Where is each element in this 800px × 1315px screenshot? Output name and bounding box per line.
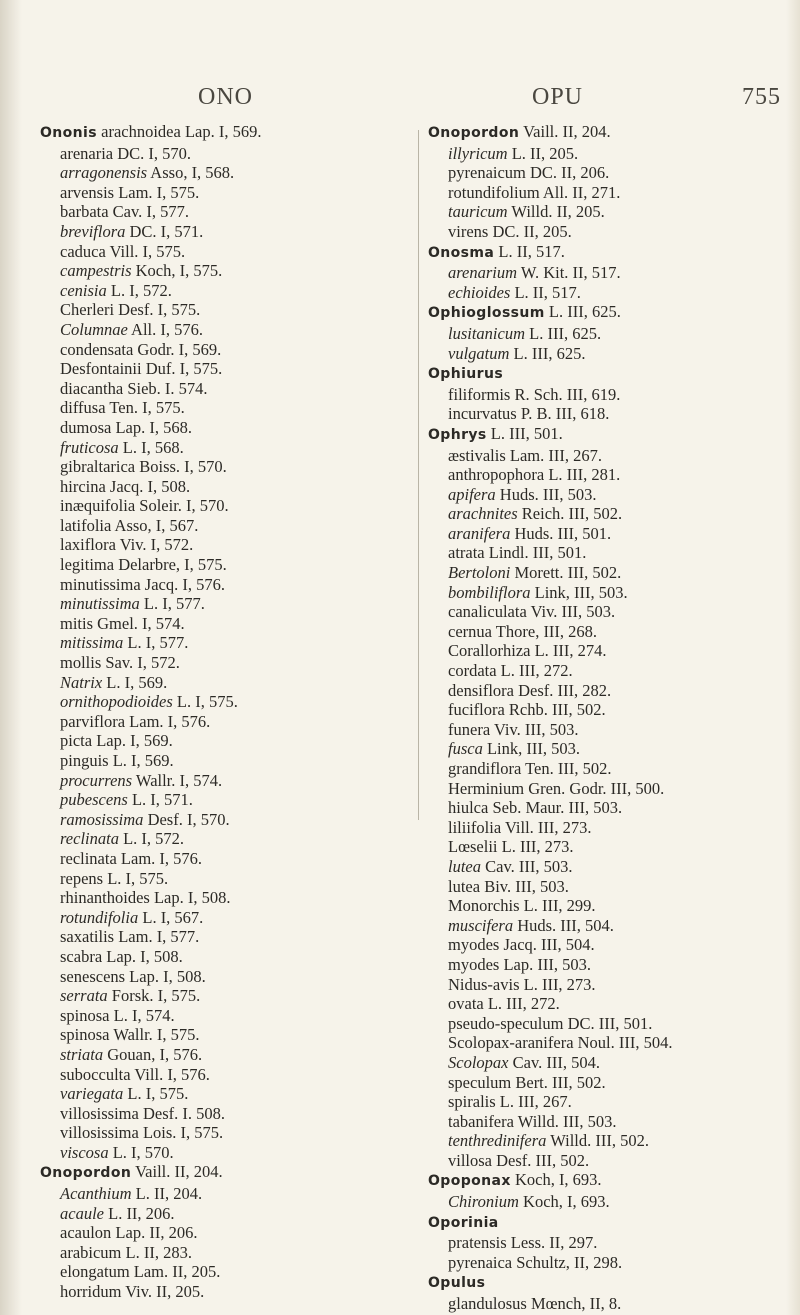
- species-name: Lœselii L. III, 273.: [448, 837, 574, 857]
- species-name: diffusa Ten. I, 575.: [60, 398, 185, 418]
- species-entry: [428, 202, 788, 222]
- species-name: viscosa: [60, 1142, 109, 1162]
- species-name: funera Viv. III, 503.: [448, 719, 579, 739]
- species-reference: Cav. III, 503.: [481, 856, 573, 876]
- species-entry: [428, 183, 788, 203]
- genus-entry: [428, 1272, 788, 1294]
- species-name: pyrenaica Schultz, II, 298.: [448, 1252, 623, 1272]
- genus-reference: Vaill. II, 204.: [519, 122, 611, 141]
- species-name: rotundifolia: [60, 907, 139, 927]
- species-name: minutissima Jacq. I, 576.: [60, 574, 225, 594]
- species-reference: L. I, 569.: [102, 672, 168, 692]
- species-name: speculum Bert. III, 502.: [448, 1072, 606, 1092]
- species-entry: [428, 563, 788, 583]
- genus-reference: L. II, 517.: [494, 241, 565, 261]
- species-entry: [40, 1262, 400, 1282]
- genus-entry: [40, 1162, 400, 1184]
- species-name: Columnae: [60, 319, 128, 339]
- species-reference: L. II, 517.: [510, 282, 581, 302]
- species-entry: [40, 947, 400, 967]
- species-entry: [40, 771, 400, 791]
- species-entry: [40, 1204, 400, 1224]
- species-entry: [428, 1014, 788, 1034]
- species-name: Natrix: [60, 672, 103, 692]
- species-reference: All. I, 576.: [127, 319, 204, 339]
- species-name: mitis Gmel. I, 574.: [60, 613, 185, 633]
- genus-entry: [428, 1212, 788, 1234]
- species-entry: [428, 1253, 788, 1273]
- species-name: rotundifolium All. II, 271.: [448, 182, 621, 202]
- species-entry: [428, 641, 788, 661]
- species-entry: [428, 163, 788, 183]
- species-entry: [428, 622, 788, 642]
- species-entry: [428, 1112, 788, 1132]
- genus-entry: [428, 1170, 788, 1192]
- species-name: Scolopax: [448, 1052, 509, 1072]
- species-entry: [428, 759, 788, 779]
- species-name: lutea: [448, 856, 481, 876]
- species-name: grandiflora Ten. III, 502.: [448, 759, 612, 778]
- species-name: ramosissima: [60, 809, 144, 829]
- species-name: Desfontainii Duf. I, 575.: [60, 359, 223, 379]
- species-name: latifolia Asso, I, 567.: [60, 515, 199, 535]
- species-reference: L. I, 570.: [108, 1142, 174, 1162]
- species-reference: Koch, I, 575.: [131, 261, 223, 281]
- species-name: gibraltarica Boiss. I, 570.: [60, 457, 227, 477]
- genus-name: Ophrys: [428, 426, 487, 443]
- species-name: acaule: [60, 1203, 104, 1223]
- species-reference: Morett. III, 502.: [510, 563, 622, 583]
- species-entry: [40, 516, 400, 536]
- species-entry: [428, 404, 788, 424]
- species-name: filiformis R. Sch. III, 619.: [448, 384, 621, 404]
- species-reference: L. II, 205.: [507, 143, 579, 163]
- species-entry: [40, 692, 400, 712]
- species-name: rhinanthoides Lap. I, 508.: [60, 888, 231, 908]
- species-reference: L. II, 204.: [131, 1184, 203, 1204]
- species-name: fuciflora Rchb. III, 502.: [448, 700, 606, 720]
- species-entry: [40, 202, 400, 222]
- species-name: hircina Jacq. I, 508.: [60, 476, 191, 496]
- species-name: arachnites: [448, 504, 518, 524]
- species-reference: Link, III, 503.: [482, 739, 580, 759]
- species-name: arabicum L. II, 283.: [60, 1242, 192, 1262]
- species-name: virens DC. II, 205.: [448, 221, 572, 241]
- species-entry: [40, 790, 400, 810]
- species-name: æstivalis Lam. III, 267.: [448, 445, 602, 465]
- species-name: campestris: [60, 261, 132, 281]
- species-name: tabanifera Willd. III, 503.: [448, 1111, 617, 1131]
- species-entry: [428, 857, 788, 877]
- species-name: scabra Lap. I, 508.: [60, 946, 183, 966]
- species-name: horridum Viv. II, 205.: [60, 1282, 205, 1302]
- species-name: bombiliflora: [448, 582, 531, 602]
- species-name: cernua Thore, III, 268.: [448, 621, 598, 641]
- genus-entry: [428, 424, 788, 446]
- species-entry: [40, 300, 400, 320]
- species-entry: [40, 1243, 400, 1263]
- species-name: fusca: [448, 739, 483, 759]
- species-name: tenthredinifera: [448, 1131, 547, 1151]
- genus-name: Ophiurus: [428, 366, 504, 383]
- species-name: echioides: [448, 282, 511, 302]
- species-entry: [428, 1092, 788, 1112]
- species-name: pratensis Less. II, 297.: [448, 1233, 598, 1253]
- species-name: villosissima Lois. I, 575.: [60, 1123, 224, 1143]
- species-entry: [40, 1223, 400, 1243]
- genus-reference: L. III, 625.: [544, 302, 621, 322]
- genus-reference: L. III, 501.: [486, 423, 563, 443]
- header-right-guide: OPU: [532, 84, 584, 110]
- species-reference: Asso, I, 568.: [147, 163, 235, 183]
- index-column-left: [40, 122, 400, 1302]
- species-entry: [40, 967, 400, 987]
- species-name: serrata: [60, 986, 108, 1006]
- species-entry: [428, 739, 788, 759]
- species-entry: [40, 477, 400, 497]
- species-name: cordata L. III, 272.: [448, 661, 573, 681]
- species-name: procurrens: [60, 770, 133, 790]
- species-entry: [40, 908, 400, 928]
- species-name: anthropophora L. III, 281.: [448, 465, 621, 485]
- genus-name: Onopordon: [428, 125, 520, 141]
- species-name: lutea Biv. III, 503.: [448, 876, 569, 896]
- species-entry: [428, 798, 788, 818]
- running-header: [0, 84, 800, 114]
- species-entry: [428, 504, 788, 524]
- species-entry: [40, 535, 400, 555]
- species-name: Bertoloni: [448, 563, 511, 583]
- species-name: condensata Godr. I, 569.: [60, 339, 222, 359]
- species-entry: [428, 1294, 788, 1314]
- species-reference: Desf. I, 570.: [143, 809, 230, 829]
- species-name: inæquifolia Soleir. I, 570.: [60, 496, 229, 516]
- species-name: elongatum Lam. II, 205.: [60, 1262, 221, 1282]
- species-entry: [428, 263, 788, 283]
- species-name: myodes Jacq. III, 504.: [448, 935, 595, 955]
- species-name: glandulosus Mœnch, II, 8.: [448, 1294, 622, 1314]
- species-entry: [40, 731, 400, 751]
- species-entry: [428, 283, 788, 303]
- species-entry: [40, 673, 400, 693]
- species-entry: [40, 810, 400, 830]
- genus-name: Oporinia: [428, 1214, 499, 1231]
- species-entry: [40, 712, 400, 732]
- species-name: Chironium: [448, 1192, 519, 1212]
- species-entry: [40, 457, 400, 477]
- species-entry: [40, 1065, 400, 1085]
- species-name: vulgatum: [448, 343, 510, 363]
- species-entry: [428, 935, 788, 955]
- species-name: Herminium Gren. Godr. III, 500.: [448, 778, 665, 798]
- species-entry: [428, 1131, 788, 1151]
- species-name: senescens Lap. I, 508.: [60, 966, 206, 986]
- species-entry: [40, 1143, 400, 1163]
- species-name: canaliculata Viv. III, 503.: [448, 602, 616, 622]
- species-reference: L. I, 577.: [139, 594, 205, 614]
- species-entry: [428, 720, 788, 740]
- species-entry: [428, 602, 788, 622]
- species-reference: Huds. III, 501.: [510, 523, 612, 543]
- species-entry: [40, 242, 400, 262]
- species-name: fruticosa: [60, 437, 119, 457]
- species-entry: [428, 661, 788, 681]
- species-name: atrata Lindl. III, 501.: [448, 543, 587, 563]
- species-entry: [428, 324, 788, 344]
- genus-name: Onosma: [428, 244, 495, 261]
- species-entry: [40, 438, 400, 458]
- species-entry: [40, 1104, 400, 1124]
- species-name: Nidus-avis L. III, 273.: [448, 974, 596, 994]
- species-name: breviflora: [60, 221, 126, 241]
- genus-reference: Vaill. II, 204.: [131, 1162, 223, 1182]
- species-entry: [428, 700, 788, 720]
- species-entry: [428, 896, 788, 916]
- species-entry: [40, 340, 400, 360]
- species-entry: [428, 144, 788, 164]
- species-entry: [428, 524, 788, 544]
- species-entry: [40, 986, 400, 1006]
- species-name: picta Lap. I, 569.: [60, 731, 173, 751]
- species-entry: [428, 916, 788, 936]
- species-entry: [40, 1184, 400, 1204]
- species-reference: L. I, 572.: [118, 829, 185, 849]
- species-name: parviflora Lam. I, 576.: [60, 711, 211, 731]
- species-name: muscifera: [448, 915, 514, 935]
- species-reference: Gouan, I, 576.: [103, 1044, 203, 1064]
- species-name: incurvatus P. B. III, 618.: [448, 404, 610, 424]
- species-entry: [40, 1123, 400, 1143]
- species-name: legitima Delarbre, I, 575.: [60, 555, 227, 575]
- species-reference: L. II, 206.: [103, 1203, 175, 1223]
- species-name: reclinata: [60, 829, 119, 849]
- genus-entry: [428, 302, 788, 324]
- species-name: illyricum: [448, 143, 508, 163]
- species-entry: [40, 496, 400, 516]
- species-entry: [40, 1006, 400, 1026]
- species-entry: [428, 1053, 788, 1073]
- species-name: Scolopax-aranifera Noul. III, 504.: [448, 1033, 673, 1053]
- species-reference: L. I, 577.: [123, 633, 189, 653]
- genus-name: Ononis: [40, 125, 97, 141]
- species-entry: [40, 849, 400, 869]
- species-name: apifera: [448, 484, 496, 504]
- species-entry: [428, 344, 788, 364]
- species-entry: [428, 1073, 788, 1093]
- genus-name: Onopordon: [40, 1165, 132, 1182]
- species-name: aranifera: [448, 523, 511, 543]
- species-name: lusitanicum: [448, 323, 525, 343]
- species-reference: L. I, 571.: [127, 790, 193, 810]
- species-name: subocculta Vill. I, 576.: [60, 1064, 210, 1084]
- genus-entry: [428, 363, 788, 385]
- species-entry: [40, 320, 400, 340]
- species-reference: Link, III, 503.: [530, 582, 628, 602]
- page-number: 755: [742, 84, 781, 110]
- species-name: arenaria DC. I, 570.: [60, 143, 192, 163]
- species-name: liliifolia Vill. III, 273.: [448, 817, 592, 837]
- species-reference: Cav. III, 504.: [508, 1052, 600, 1072]
- species-name: villosissima Desf. I. 508.: [60, 1103, 225, 1123]
- species-name: laxiflora Viv. I, 572.: [60, 535, 194, 555]
- genus-name: Opoponax: [428, 1173, 511, 1190]
- species-entry: [428, 485, 788, 505]
- page-gutter-shadow: [0, 0, 22, 1315]
- species-reference: Wallr. I, 574.: [132, 770, 223, 790]
- species-entry: [40, 379, 400, 399]
- species-entry: [428, 975, 788, 995]
- species-name: Acanthium: [60, 1184, 132, 1204]
- species-reference: Huds. III, 503.: [495, 484, 597, 504]
- species-entry: [428, 446, 788, 466]
- species-name: ornithopodioides: [60, 692, 173, 712]
- species-entry: [40, 163, 400, 183]
- genus-reference: Koch, I, 693.: [510, 1170, 602, 1190]
- species-entry: [428, 543, 788, 563]
- species-entry: [40, 144, 400, 164]
- species-reference: L. I, 575.: [172, 692, 238, 712]
- species-entry: [40, 1084, 400, 1104]
- genus-reference: arachnoidea Lap. I, 569.: [97, 122, 262, 141]
- species-reference: DC. I, 571.: [125, 221, 204, 241]
- species-name: myodes Lap. III, 503.: [448, 954, 591, 974]
- species-entry: [428, 1151, 788, 1171]
- species-reference: Huds. III, 504.: [513, 915, 614, 935]
- species-entry: [40, 614, 400, 634]
- species-entry: [428, 385, 788, 405]
- genus-name: Opulus: [428, 1275, 486, 1292]
- species-entry: [428, 583, 788, 603]
- species-entry: [40, 281, 400, 301]
- species-name: pubescens: [60, 790, 128, 810]
- species-reference: L. I, 572.: [106, 280, 172, 300]
- species-reference: Willd. III, 502.: [546, 1131, 649, 1151]
- species-name: saxatilis Lam. I, 577.: [60, 927, 200, 947]
- species-entry: [428, 818, 788, 838]
- species-name: tauricum: [448, 202, 508, 222]
- species-entry: [40, 829, 400, 849]
- species-entry: [40, 633, 400, 653]
- species-reference: Reich. III, 502.: [517, 504, 623, 524]
- species-name: spiralis L. III, 267.: [448, 1092, 572, 1112]
- species-name: arenarium: [448, 263, 518, 283]
- species-entry: [40, 261, 400, 281]
- species-name: Corallorhiza L. III, 274.: [448, 641, 607, 661]
- index-column-right: [428, 122, 788, 1314]
- species-entry: [40, 888, 400, 908]
- species-name: acaulon Lap. II, 206.: [60, 1223, 198, 1243]
- species-name: pyrenaicum DC. II, 206.: [448, 163, 610, 183]
- genus-entry: [428, 242, 788, 264]
- species-name: variegata: [60, 1084, 124, 1104]
- species-entry: [428, 877, 788, 897]
- species-entry: [40, 183, 400, 203]
- species-name: repens L. I, 575.: [60, 868, 169, 888]
- species-entry: [40, 418, 400, 438]
- header-left-guide: ONO: [198, 84, 253, 110]
- genus-entry: [40, 122, 400, 144]
- genus-entry: [428, 122, 788, 144]
- species-name: arvensis Lam. I, 575.: [60, 182, 200, 202]
- species-name: hiulca Seb. Maur. III, 503.: [448, 798, 623, 818]
- species-name: Cherleri Desf. I, 575.: [60, 300, 201, 320]
- species-reference: Forsk. I, 575.: [107, 986, 201, 1006]
- column-divider: [418, 130, 419, 820]
- species-entry: [40, 1045, 400, 1065]
- species-name: minutissima: [60, 594, 140, 614]
- species-reference: L. III, 625.: [509, 343, 586, 363]
- species-name: spinosa Wallr. I, 575.: [60, 1025, 200, 1045]
- species-entry: [428, 1233, 788, 1253]
- species-name: Monorchis L. III, 299.: [448, 896, 596, 916]
- species-entry: [40, 1025, 400, 1045]
- species-entry: [40, 927, 400, 947]
- species-name: caduca Vill. I, 575.: [60, 241, 186, 261]
- species-entry: [428, 465, 788, 485]
- species-entry: [40, 555, 400, 575]
- species-entry: [428, 955, 788, 975]
- species-entry: [40, 575, 400, 595]
- species-name: densiflora Desf. III, 282.: [448, 680, 612, 700]
- species-entry: [428, 779, 788, 799]
- species-entry: [428, 994, 788, 1014]
- species-entry: [428, 681, 788, 701]
- species-name: striata: [60, 1044, 104, 1064]
- species-name: arragonensis: [60, 163, 148, 183]
- species-name: ovata L. III, 272.: [448, 994, 560, 1014]
- species-entry: [40, 594, 400, 614]
- species-name: villosa Desf. III, 502.: [448, 1150, 590, 1170]
- species-entry: [40, 398, 400, 418]
- species-reference: Willd. II, 205.: [507, 202, 605, 222]
- species-name: pseudo-speculum DC. III, 501.: [448, 1013, 653, 1033]
- species-entry: [40, 359, 400, 379]
- species-entry: [40, 653, 400, 673]
- species-entry: [428, 1192, 788, 1212]
- species-name: mollis Sav. I, 572.: [60, 653, 180, 673]
- species-reference: Koch, I, 693.: [518, 1192, 610, 1212]
- species-name: mitissima: [60, 633, 124, 653]
- species-entry: [40, 869, 400, 889]
- species-reference: L. I, 567.: [138, 907, 204, 927]
- species-entry: [40, 751, 400, 771]
- species-reference: L. III, 625.: [525, 323, 602, 343]
- species-name: barbata Cav. I, 577.: [60, 202, 190, 222]
- species-entry: [40, 1282, 400, 1302]
- species-reference: L. I, 568.: [118, 437, 184, 457]
- species-name: cenisia: [60, 280, 107, 300]
- species-reference: L. I, 575.: [123, 1084, 189, 1104]
- genus-name: Ophioglossum: [428, 305, 545, 322]
- species-entry: [428, 222, 788, 242]
- species-reference: W. Kit. II, 517.: [517, 263, 621, 283]
- species-name: pinguis L. I, 569.: [60, 751, 174, 770]
- species-name: diacantha Sieb. I. 574.: [60, 378, 208, 398]
- species-name: reclinata Lam. I, 576.: [60, 848, 203, 868]
- page-edge: [786, 0, 800, 1315]
- species-entry: [428, 1033, 788, 1053]
- species-name: dumosa Lap. I, 568.: [60, 417, 192, 437]
- species-name: spinosa L. I, 574.: [60, 1005, 175, 1025]
- species-entry: [40, 222, 400, 242]
- species-entry: [428, 837, 788, 857]
